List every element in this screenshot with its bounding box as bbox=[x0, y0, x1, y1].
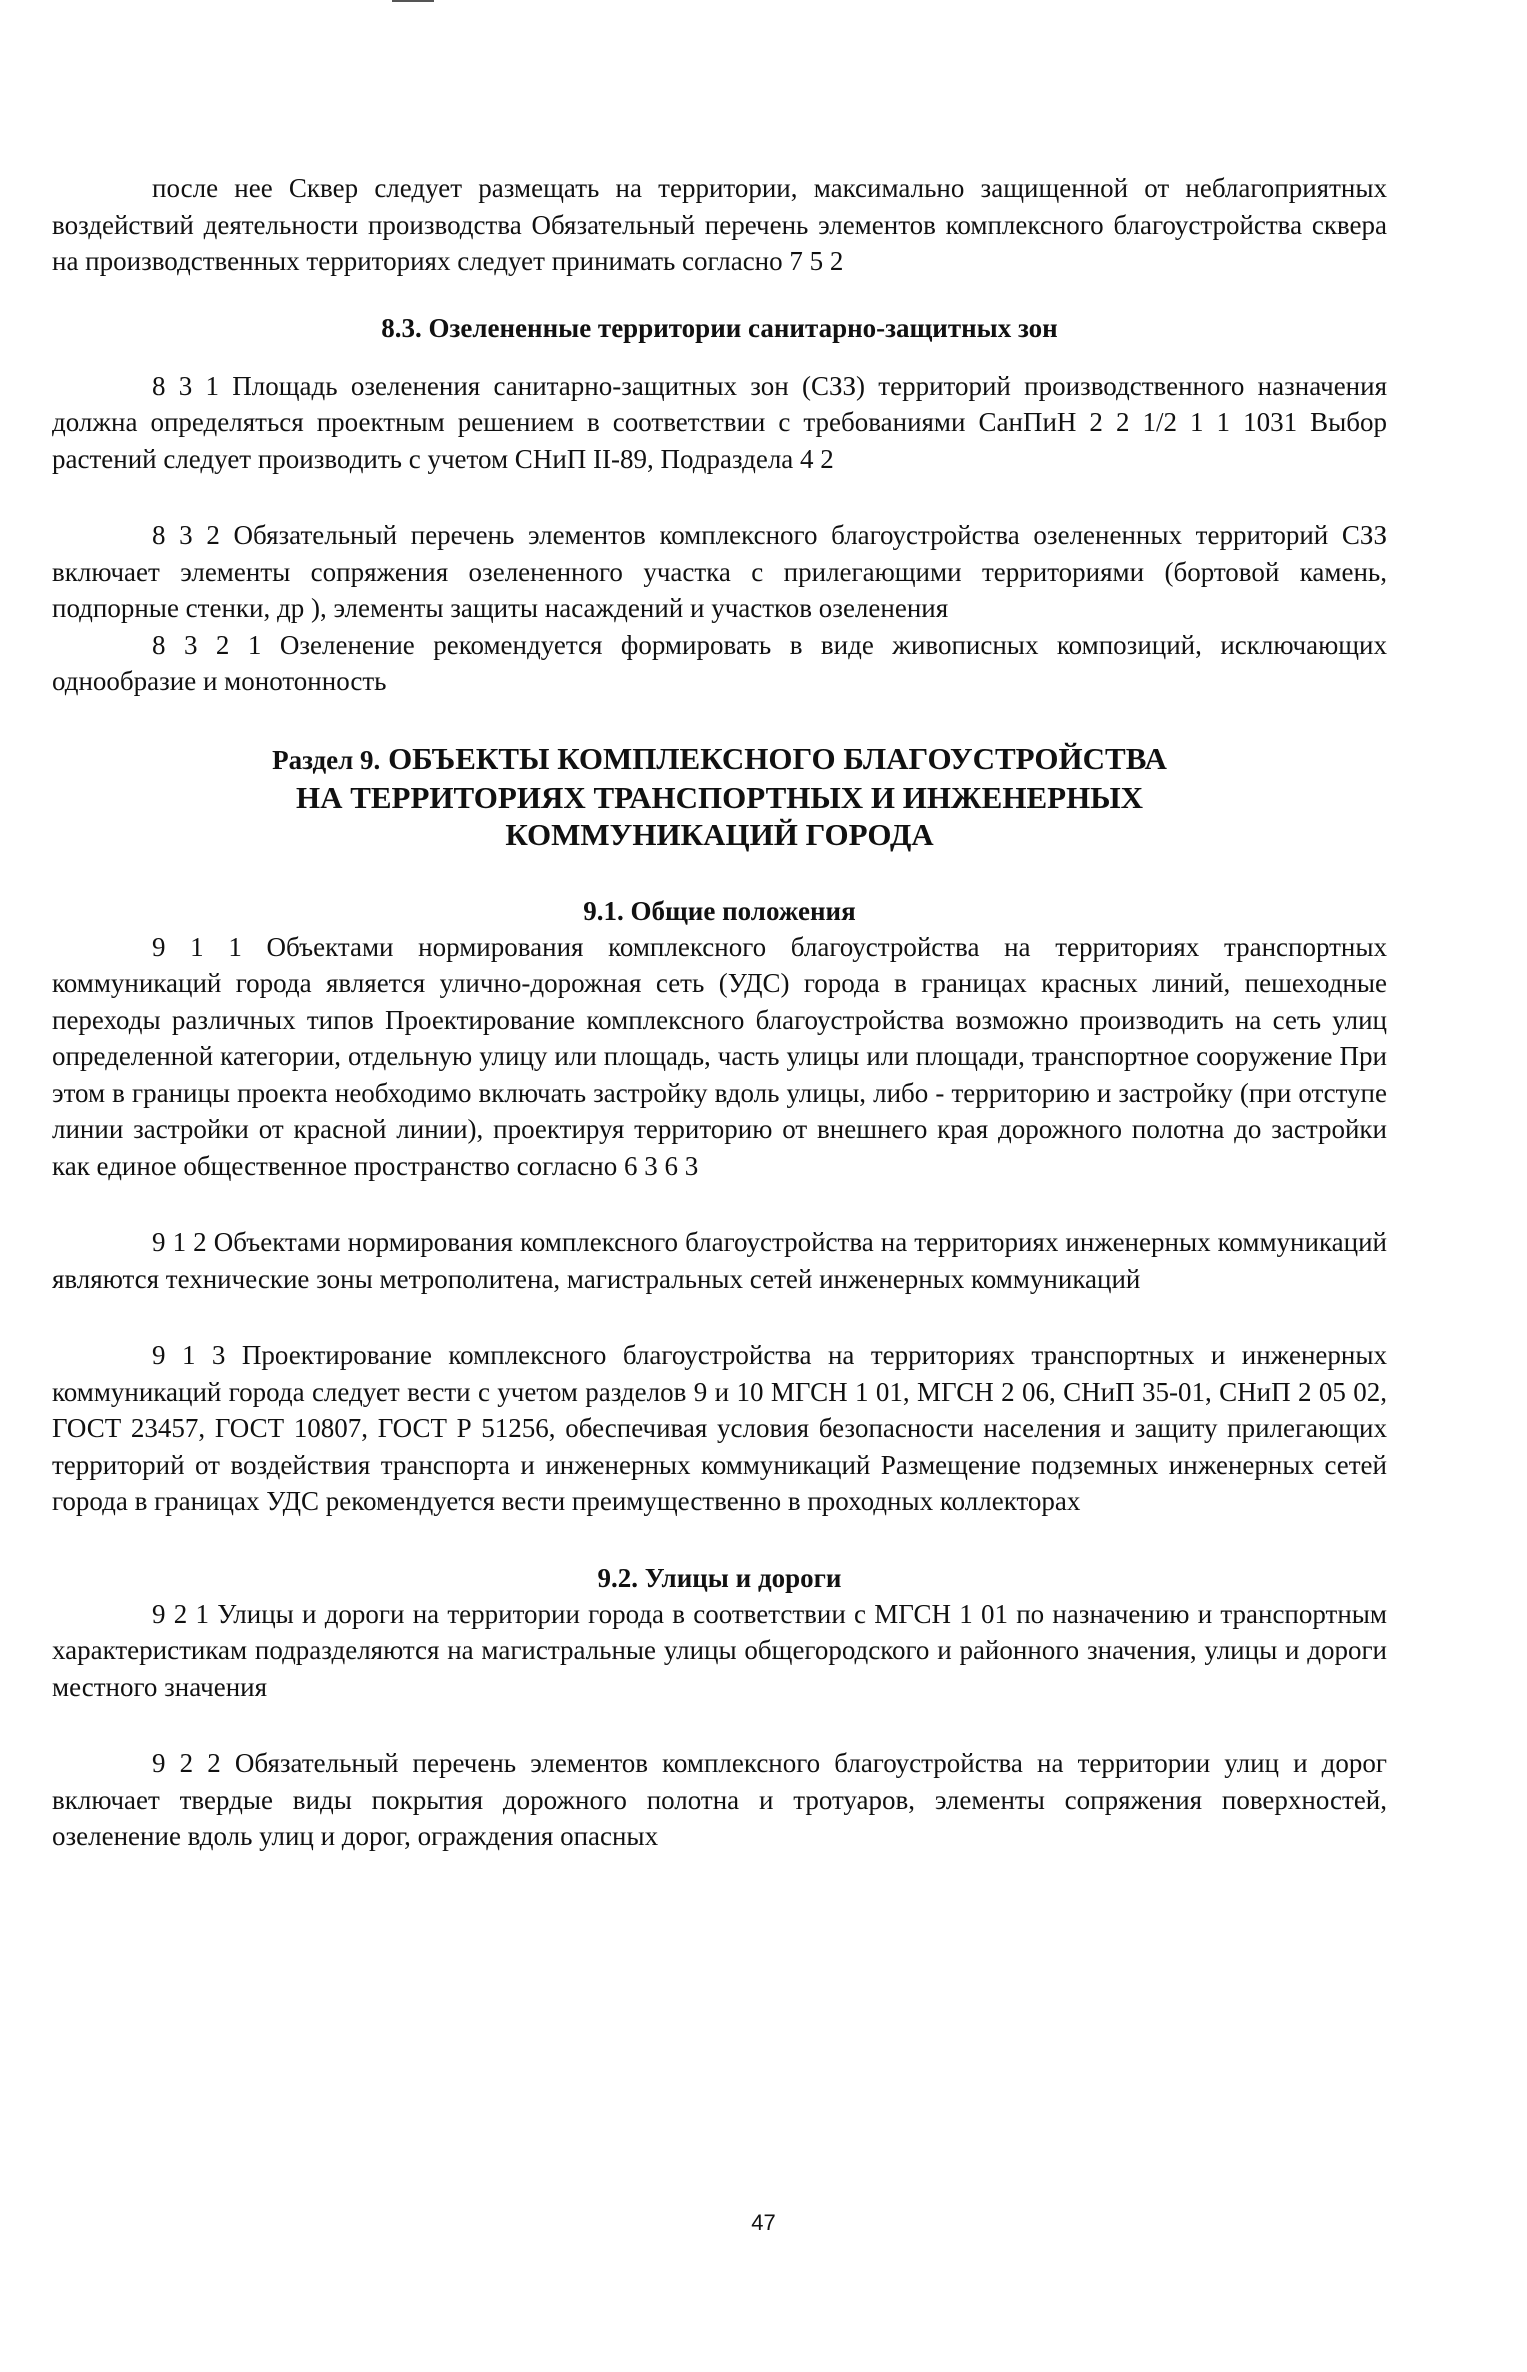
paragraph-8-2-tail: после нее Сквер следует размещать на территории, максимально защищенной от неблагоприятных воздействий деятельности производства Обязательный перечень элементов комплексного благоустройства сквера на производственных территориях следует принимать согласно 7 5 2 bbox=[52, 173, 1387, 276]
paragraph-9-1-1: 9 1 1 Объектами нормирования комплексного благоустройства на территориях транспортных коммуникаций города является улично-дорожная сеть (УДС) города в границах красных линий, пешеходные переходы различных типов Проектирование комплексного благоустройства возможно производить на сеть улиц определенной категории, отдельную улицу или площадь, часть улицы или площади, транспортное сооружение При этом в границы проекта необходимо включать застройку вдоль улицы, либо - территорию и застройку (при отступе линии застройки от красной линии), проектируя территорию от внешнего края дорожного полотна до застройки как единое общественное пространство согласно 6 3 6 3 bbox=[52, 931, 1387, 1181]
paragraph-9-2-1: 9 2 1 Улицы и дороги на территории города в соответствии с МГСН 1 01 по назначению и транспортным характеристикам подразделяются на магистральные улицы общегородского и районного значения, улицы и дороги местного значения bbox=[52, 1598, 1387, 1702]
document-page bbox=[52, 170, 1387, 1855]
paragraph-9-1-3: 9 1 3 Проектирование комплексного благоустройства на территориях транспортных и инженерных коммуникаций города следует вести с учетом разделов 9 и 10 МГСН 1 01, МГСН 2 06, СНиП 35-01, СНиП 2 05 02, ГОСТ 23457, ГОСТ 10807, ГОСТ Р 51256, обеспечивая условия безопасности населения и защиту прилегающих территорий от воздействия транспорта и инженерных коммуникаций Размещение подземных инженерных сетей города в границах УДС рекомендуется вести преимущественно в проходных коллекторах bbox=[52, 1340, 1387, 1516]
paragraph-8-3-2-1: 8 3 2 1 Озеленение рекомендуется формировать в виде живописных композиций, исключающих однообразие и монотонность bbox=[52, 629, 1387, 696]
paragraph-8-3-2: 8 3 2 Обязательный перечень элементов комплексного благоустройства озелененных территорий СЗЗ включает элементы сопряжения озелененного участка с прилегающими территориями (бортовой камень, подпорные стенки, др ), элементы защиты насаждений и участков озеленения bbox=[52, 520, 1387, 623]
chapter-title-line-1 bbox=[52, 740, 1387, 779]
paragraph-9-1-2: 9 1 2 Объектами нормирования комплексного благоустройства на территориях инженерных коммуникаций являются технические зоны метрополитена, магистральных сетей инженерных коммуникаций bbox=[52, 1227, 1387, 1294]
chapter-prefix: Раздел 9. bbox=[272, 744, 381, 775]
section-heading-8-3: 8.3. Озелененные территории санитарно-защитных зон bbox=[381, 312, 1058, 343]
scan-edge-mark bbox=[392, 0, 434, 2]
chapter-title-line-1-text: ОБЪЕКТЫ КОМПЛЕКСНОГО БЛАГОУСТРОЙСТВА bbox=[388, 740, 1167, 776]
chapter-title-line-2: НА ТЕРРИТОРИЯХ ТРАНСПОРТНЫХ И ИНЖЕНЕРНЫХ bbox=[295, 779, 1144, 815]
page-number: 47 bbox=[751, 2210, 776, 2235]
section-heading-9-2: 9.2. Улицы и дороги bbox=[597, 1562, 842, 1593]
paragraph-8-3-1: 8 3 1 Площадь озеленения санитарно-защитных зон (СЗЗ) территорий производственного назначения должна определяться проектным решением в соответствии с требованиями СанПиН 2 2 1/2 1 1 1031 Выбор растений следует производить с учетом СНиП II-89, Подраздела 4 2 bbox=[52, 370, 1387, 474]
paragraph-9-2-2: 9 2 2 Обязательный перечень элементов комплексного благоустройства на территории улиц и дорог включает твердые виды покрытия дорожного полотна и тротуаров, элементы сопряжения поверхностей, озеленение вдоль улиц и дорог, ограждения опасных bbox=[52, 1748, 1387, 1851]
section-heading-9-1: 9.1. Общие положения bbox=[583, 895, 856, 926]
chapter-title-line-3: КОММУНИКАЦИЙ ГОРОДА bbox=[505, 816, 934, 852]
chapter-title bbox=[52, 740, 1387, 853]
